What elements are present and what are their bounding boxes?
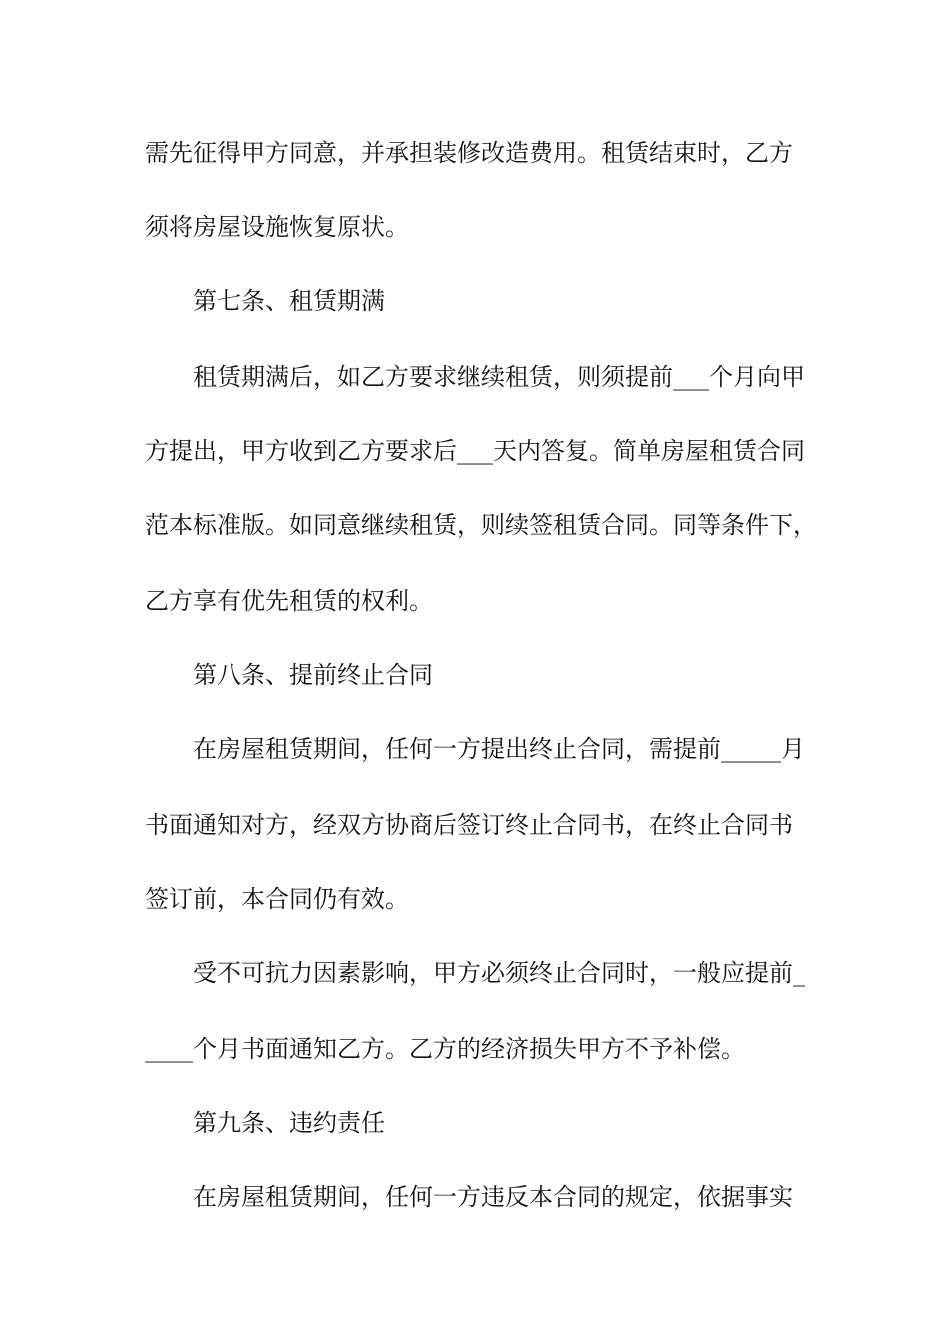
text-line: 在房屋租赁期间，任何一方违反本合同的规定，依据事实 bbox=[193, 1183, 793, 1211]
text-line: 需先征得甲方同意，并承担装修改造费用。租赁结束时，乙方 bbox=[145, 139, 793, 167]
section-heading: 第九条、违约责任 bbox=[193, 1109, 385, 1137]
section-heading: 第七条、租赁期满 bbox=[193, 287, 385, 315]
text-line: 方提出，甲方收到乙方要求后___天内答复。简单房屋租赁合同 bbox=[145, 437, 805, 465]
text-line: 受不可抗力因素影响，甲方必须终止合同时，一般应提前_ bbox=[193, 959, 805, 987]
text-line: 租赁期满后，如乙方要求继续租赁，则须提前___个月向甲 bbox=[193, 363, 805, 391]
text-line: 范本标准版。如同意继续租赁，则续签租赁合同。同等条件下， bbox=[145, 511, 817, 539]
text-line: 乙方享有优先租赁的权利。 bbox=[145, 587, 433, 615]
text-line: 须将房屋设施恢复原状。 bbox=[145, 213, 409, 241]
section-heading: 第八条、提前终止合同 bbox=[193, 661, 433, 689]
text-line: 书面通知对方，经双方协商后签订终止合同书，在终止合同书 bbox=[145, 811, 793, 839]
text-line: 在房屋租赁期间，任何一方提出终止合同，需提前_____月 bbox=[193, 735, 805, 763]
text-line: ____个月书面通知乙方。乙方的经济损失甲方不予补偿。 bbox=[145, 1035, 745, 1063]
text-line: 签订前，本合同仍有效。 bbox=[145, 885, 409, 913]
